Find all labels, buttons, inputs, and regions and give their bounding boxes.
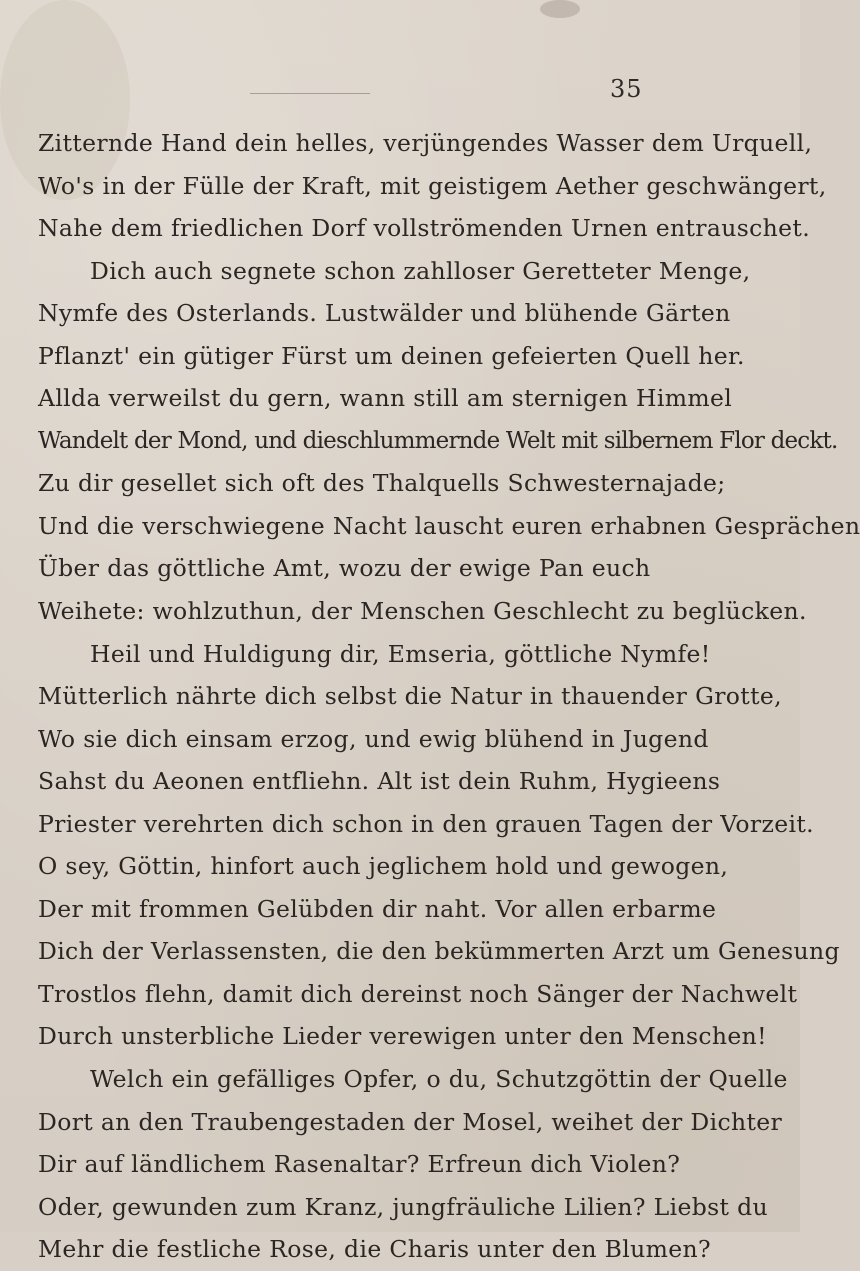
poem-line: Und die verschwiegene Nacht lauscht euren erhabnen Gesprächen [38, 511, 860, 540]
header-rule [250, 93, 370, 94]
paper-stain [540, 0, 580, 18]
poem-line: Durch unsterbliche Lieder verewigen unter den Menschen! [38, 1022, 767, 1051]
poem-line: Trostlos flehn, damit dich dereinst noch Sänger der Nachwelt [38, 979, 798, 1008]
poem-line: Dich der Verlassensten, die den bekümmerten Arzt um Genesung [38, 937, 840, 966]
poem-line: Mütterlich nährte dich selbst die Natur in thauender Grotte, [38, 682, 782, 711]
poem-line: Nymfe des Osterlands. Lustwälder und blühende Gärten [38, 299, 731, 328]
poem-line: Dort an den Traubengestaden der Mosel, weihet der Dichter [38, 1107, 783, 1136]
poem-line: Wandelt der Mond, und dieschlummernde Welt mit silbernem Flor deckt. [38, 427, 838, 454]
poem-line: Dich auch segnete schon zahlloser Geretteter Menge, [90, 256, 751, 285]
poem-line: Mehr die festliche Rose, die Charis unter den Blumen? [38, 1235, 711, 1264]
poem-line: Pflanzt' ein gütiger Fürst um deinen gefeierten Quell her. [38, 341, 745, 370]
poem-line: Zitternde Hand dein helles, verjüngendes Wasser dem Urquell, [38, 129, 813, 157]
poem-line: Priester verehrten dich schon in den grauen Tagen der Vorzeit. [38, 809, 814, 838]
poem-line: Nahe dem friedlichen Dorf vollströmenden Urnen entrauschet. [38, 214, 811, 243]
poem-line: Welch ein gefälliges Opfer, o du, Schutzgöttin der Quelle [90, 1065, 788, 1094]
page-number: 35 [610, 75, 643, 103]
poem [38, 122, 860, 1271]
poem-line: Wo's in der Fülle der Kraft, mit geistigem Aether geschwängert, [38, 171, 827, 200]
poem-line: Heil und Huldigung dir, Emseria, göttliche Nymfe! [90, 639, 711, 668]
poem-line: Über das göttliche Amt, wozu der ewige Pan euch [38, 554, 651, 583]
poem-line: Wo sie dich einsam erzog, und ewig blühend in Jugend [38, 724, 709, 753]
poem-line: Allda verweilst du gern, wann still am sternigen Himmel [38, 384, 733, 413]
poem-line: Oder, gewunden zum Kranz, jungfräuliche Lilien? Liebst du [38, 1192, 769, 1221]
poem-line: Dir auf ländlichem Rasenaltar? Erfreun dich Violen? [38, 1150, 681, 1179]
poem-line: Zu dir gesellet sich oft des Thalquells Schwesternajade; [38, 469, 726, 498]
poem-line: Sahst du Aeonen entfliehn. Alt ist dein Ruhm, Hygieens [38, 767, 721, 796]
poem-line: Weihete: wohlzuthun, der Menschen Geschlecht zu beglücken. [38, 597, 807, 626]
poem-line: O sey, Göttin, hinfort auch jeglichem hold und gewogen, [38, 852, 729, 881]
poem-line: Der mit frommen Gelübden dir naht. Vor allen erbarme [38, 894, 717, 923]
